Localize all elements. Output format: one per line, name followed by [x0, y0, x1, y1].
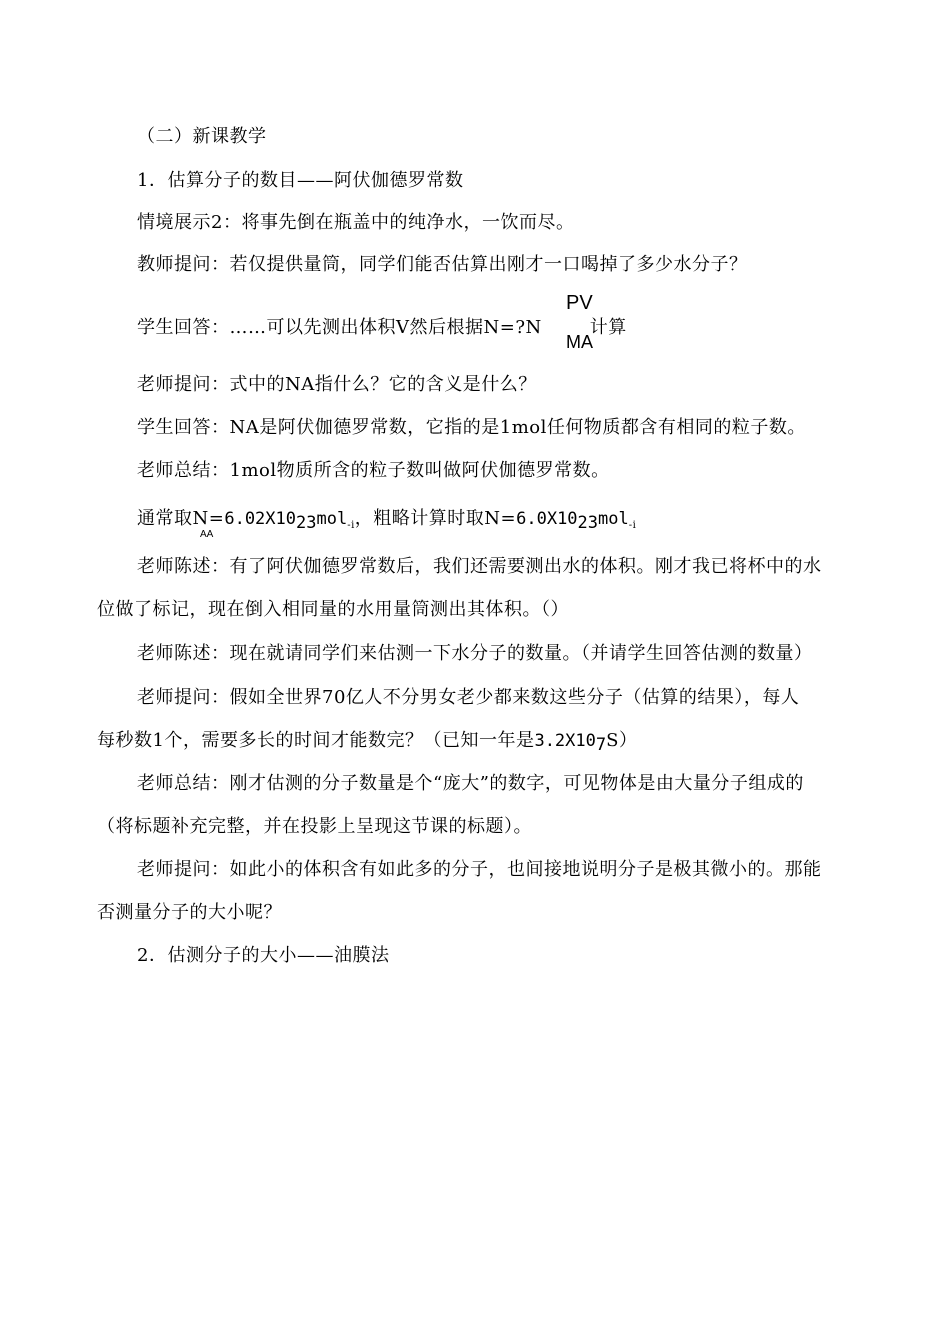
paragraph-teacher-question-1: 教师提问：若仅提供量筒，同学们能否估算出刚才一口喝掉了多少水分子？ — [137, 254, 748, 275]
paragraph-teacher-statement-2: 老师陈述：现在就请同学们来估测一下水分子的数量。（并请学生回答估测的数量） — [137, 643, 813, 664]
paragraph-teacher-question-4-line1: 老师提问：如此小的体积含有如此多的分子，也间接地说明分子是极其微小的。那能 — [137, 859, 822, 880]
paragraph-teacher-question-2: 老师提问：式中的NA指什么？它的含义是什么？ — [137, 374, 537, 395]
paragraph-scenario: 情境展示2：将事先倒在瓶盖中的纯净水，一饮而尽。 — [137, 212, 575, 233]
formula-denominator: MA — [566, 332, 593, 352]
student-answer-1-suffix: 计算 — [589, 317, 627, 338]
subsection-heading-1: 1．估算分子的数目——阿伏伽德罗常数 — [137, 170, 464, 191]
formula-numerator: PV — [566, 292, 593, 314]
paragraph-teacher-question-4-line2: 否测量分子的大小呢？ — [97, 902, 282, 923]
paragraph-student-answer-1 — [137, 316, 627, 340]
paragraph-teacher-statement-1-line2: 位做了标记，现在倒入相同量的水用量筒测出其体积。（） — [97, 599, 569, 620]
subsection-heading-2: 2．估测分子的大小——油膜法 — [137, 945, 390, 966]
paragraph-teacher-summary-1: 老师总结：1mol物质所含的粒子数叫做阿伏伽德罗常数。 — [137, 460, 610, 481]
paragraph-teacher-statement-1-line1: 老师陈述：有了阿伏伽德罗常数后，我们还需要测出水的体积。刚才我已将杯中的水 — [137, 556, 822, 577]
paragraph-teacher-summary-2-line2: （将标题补充完整，并在投影上呈现这节课的标题）。 — [97, 816, 532, 837]
paragraph-teacher-question-3-line2: 每秒数1个，需要多长的时间才能数完？（已知一年是3.2X107S） — [97, 730, 638, 755]
paragraph-student-answer-2: 学生回答：NA是阿伏伽德罗常数，它指的是1mol任何物质都含有相同的粒子数。 — [137, 417, 806, 438]
section-heading: （二）新课教学 — [137, 126, 267, 147]
paragraph-avogadro-value: 通常取N=6.02X1023mol$_{-i}$，粗略计算时取N=6.0X1023mol$_{-i}$ — [137, 508, 637, 533]
paragraph-teacher-question-3-line1: 老师提问：假如全世界70亿人不分男女老少都来数这些分子（估算的结果），每人 — [137, 687, 800, 708]
paragraph-teacher-summary-2-line1: 老师总结：刚才估测的分子数量是个“庞大”的数字，可见物体是由大量分子组成的 — [137, 773, 804, 794]
student-answer-1-text: 学生回答：……可以先测出体积V然后根据N=?N — [137, 317, 542, 338]
subscript-aa: AA — [200, 529, 214, 540]
